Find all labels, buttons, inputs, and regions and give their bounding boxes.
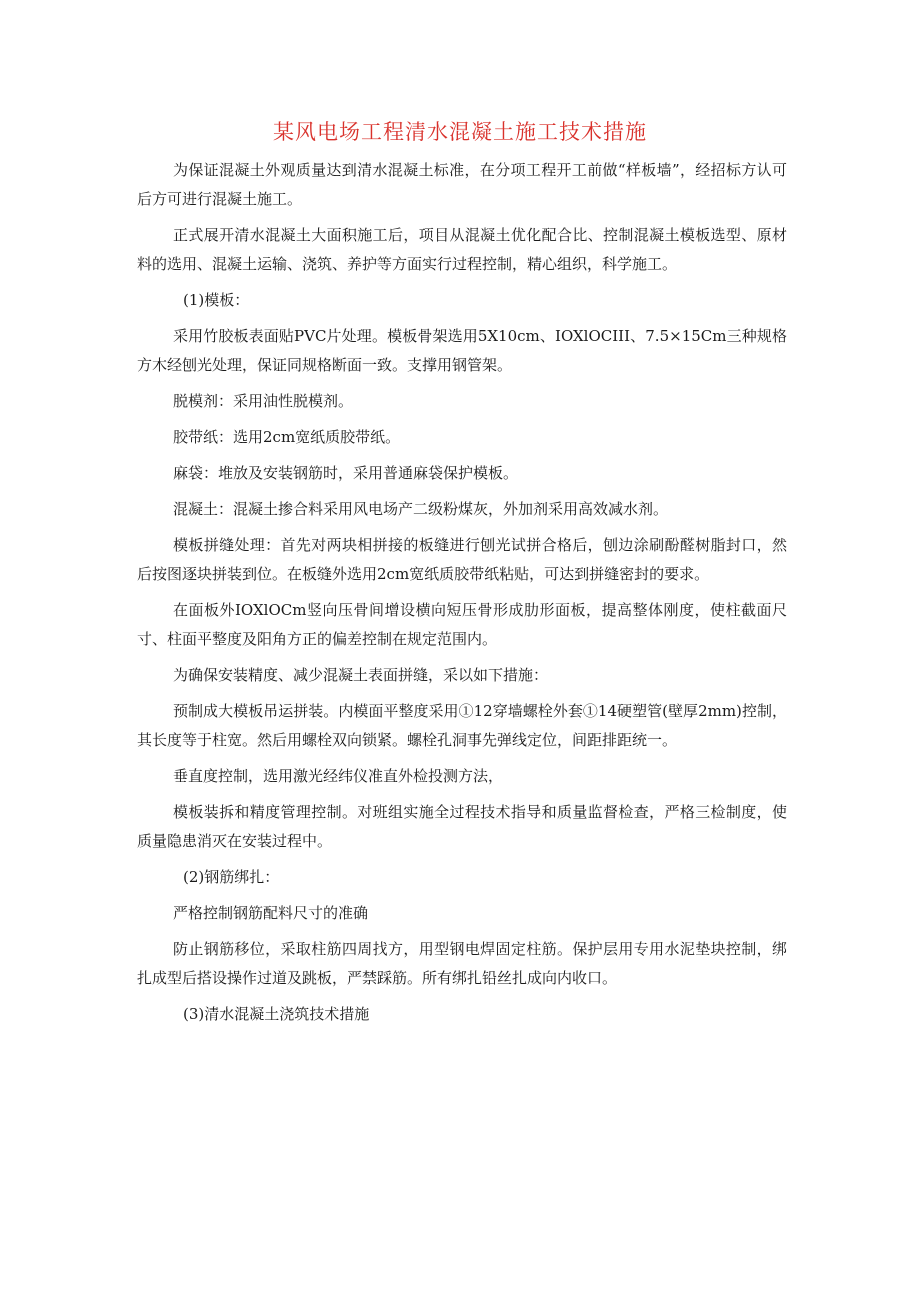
body-paragraph: 防止钢筋移位，采取柱筋四周找方，用型钢电焊固定柱筋。保护层用专用水泥垫块控制，绑扎成型后搭设操作过道及跳板，严禁踩筋。所有绑扎铅丝扎成向内收口。	[137, 940, 787, 987]
section-heading: (3)清水混凝土浇筑技术措施	[183, 1005, 370, 1023]
body-paragraph: 模板拼缝处理：首先对两块相拼接的板缝进行刨光试拼合格后，刨边涂刷酚醛树脂封口，然后按图逐块拼装到位。在板缝外选用2cm宽纸质胶带纸粘贴，可达到拼缝密封的要求。	[137, 536, 787, 583]
body-paragraph: 为保证混凝土外观质量达到清水混凝土标准，在分项工程开工前做“样板墙”，经招标方认可后方可进行混凝土施工。	[137, 161, 787, 208]
document-body	[137, 156, 787, 1036]
section-heading: (1)模板：	[183, 291, 250, 309]
body-paragraph: 模板装拆和精度管理控制。对班组实施全过程技术指导和质量监督检查，严格三检制度，使质量隐患消灭在安装过程中。	[137, 803, 787, 850]
body-paragraph: 麻袋：堆放及安装钢筋时，采用普通麻袋保护模板。	[173, 464, 519, 482]
section-heading: (2)钢筋绑扎：	[183, 868, 280, 886]
body-paragraph: 垂直度控制，选用激光经纬仪准直外检投测方法，	[173, 767, 504, 785]
body-paragraph: 在面板外IOXlOCm竖向压骨间增设横向短压骨形成肋形面板，提高整体刚度，使柱截面尺寸、柱面平整度及阳角方正的偏差控制在规定范围内。	[137, 601, 787, 648]
body-paragraph: 采用竹胶板表面贴PVC片处理。模板骨架选用5X10cm、IOXlOCIII、7.5×15Cm三种规格方木经刨光处理，保证同规格断面一致。支撑用钢管架。	[137, 327, 787, 374]
body-paragraph: 胶带纸：选用2cm宽纸质胶带纸。	[173, 428, 401, 446]
body-paragraph: 正式展开清水混凝土大面积施工后，项目从混凝土优化配合比、控制混凝土模板选型、原材料的选用、混凝土运输、浇筑、养护等方面实行过程控制，精心组织，科学施工。	[137, 226, 787, 273]
body-paragraph: 混凝土：混凝土掺合料采用风电场产二级粉煤灰，外加剂采用高效减水剂。	[173, 500, 669, 518]
body-paragraph: 为确保安装精度、减少混凝土表面拼缝，采以如下措施：	[173, 666, 549, 684]
document-title: 某风电场工程清水混凝土施工技术措施	[273, 120, 647, 144]
body-paragraph: 严格控制钢筋配料尺寸的准确	[173, 904, 369, 922]
body-paragraph: 预制成大模板吊运拼装。内模面平整度采用①12穿墙螺栓外套①14硬塑管(壁厚2mm)控制，其长度等于柱宽。然后用螺栓双向锁紧。螺栓孔洞事先弹线定位，间距排距统一。	[137, 702, 787, 749]
body-paragraph: 脱模剂：采用油性脱模剂。	[173, 392, 354, 410]
